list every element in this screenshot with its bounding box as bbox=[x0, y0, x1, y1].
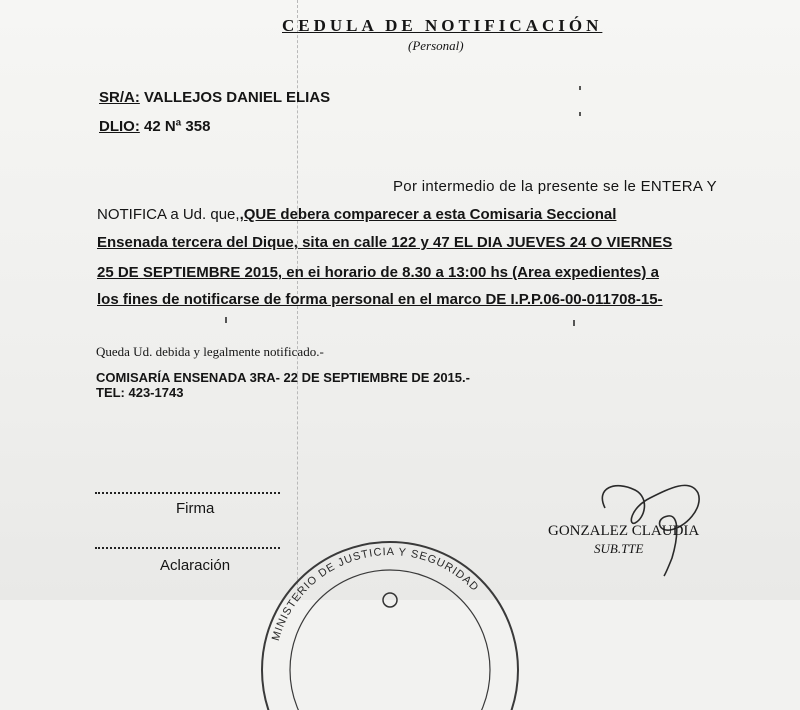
firma-label: Firma bbox=[176, 500, 215, 517]
notice-text: Queda Ud. debida y legalmente notificado.- bbox=[96, 344, 324, 359]
scan-speck bbox=[579, 86, 581, 90]
ministry-seal-stamp bbox=[245, 520, 535, 710]
body-line-5: los fines de notificarse de forma personal en el marco DE I.P.P.06-00-011708-15- bbox=[97, 291, 663, 308]
body-line-2 bbox=[97, 206, 616, 223]
svg-text:MINISTERIO DE JUSTICIA Y SEGUR: MINISTERIO DE JUSTICIA Y SEGURIDAD bbox=[269, 545, 482, 643]
scan-speck bbox=[225, 317, 227, 323]
address-line bbox=[99, 118, 210, 135]
body-line-3: Ensenada tercera del Dique, sita en calle 122 y 47 EL DIA JUEVES 24 O VIERNES bbox=[97, 234, 673, 251]
addressee-label: SR/A: bbox=[99, 89, 140, 106]
address-value: 42 Nª 358 bbox=[144, 118, 211, 135]
issuer-line: COMISARÍA ENSENADA 3RA- 22 DE SEPTIEMBRE DE 2015.- bbox=[96, 370, 470, 385]
scan-speck bbox=[573, 320, 575, 326]
body-line-2-plain: NOTIFICA a Ud. que, bbox=[97, 206, 240, 223]
addressee-name: VALLEJOS DANIEL ELIAS bbox=[144, 89, 331, 106]
body-line-2-bold: ,QUE debera comparecer a esta Comisaria Seccional bbox=[239, 206, 617, 223]
officer-rank: SUB.TTE bbox=[594, 541, 644, 556]
document-title: CEDULA DE NOTIFICACIÓN bbox=[282, 16, 603, 35]
officer-name: GONZALEZ CLAUDIA bbox=[548, 523, 700, 539]
scan-speck bbox=[579, 112, 581, 116]
aclaracion-label: Aclaración bbox=[160, 557, 231, 574]
address-label: DLIO: bbox=[99, 118, 140, 135]
addressee-line bbox=[99, 89, 330, 106]
body-line-1: Por intermedio de la presente se le ENTERA Y bbox=[393, 178, 717, 195]
document-subtitle: (Personal) bbox=[408, 38, 464, 53]
firma-dotted-line bbox=[95, 492, 280, 494]
body-line-4: 25 DE SEPTIEMBRE 2015, en ei horario de 8.30 a 13:00 hs (Area expedientes) a bbox=[97, 264, 659, 281]
phone-line: TEL: 423-1743 bbox=[96, 385, 184, 400]
